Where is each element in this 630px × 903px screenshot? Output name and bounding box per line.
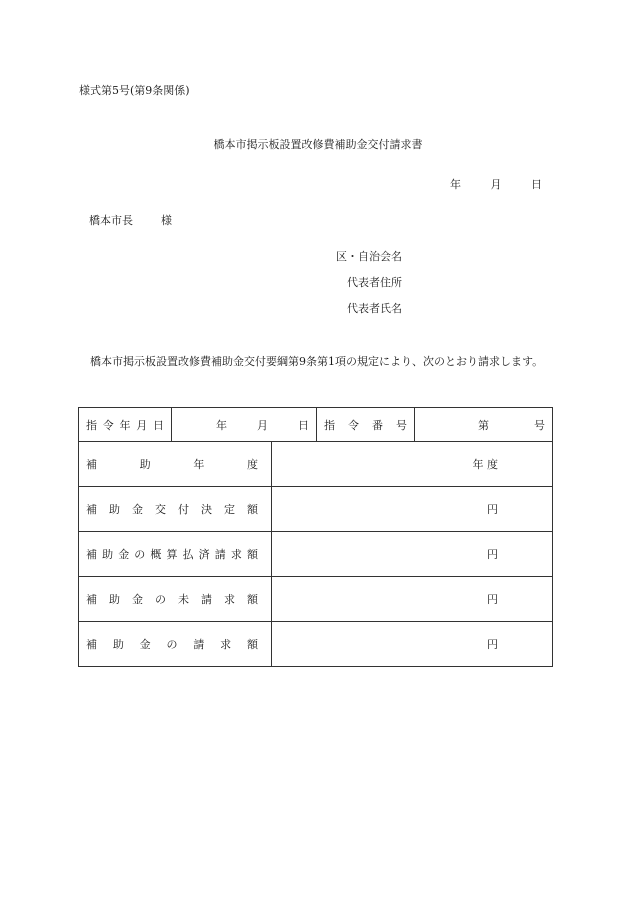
directive-number-prefix: 第 — [478, 418, 489, 432]
label-char: 金 — [139, 638, 151, 651]
applicant-name-label: 代表者氏名 — [347, 302, 402, 315]
request-statement: 橋本市掲示板設置改修費補助金交付要綱第9条第1項の規定により、次のとおり請求します。 — [90, 355, 544, 368]
label-char: 号 — [396, 418, 407, 432]
yen-unit: 円 — [487, 503, 498, 516]
table-row — [79, 532, 553, 577]
label-char: 助 — [139, 458, 151, 471]
table-row — [79, 577, 553, 622]
requested-amount-field[interactable] — [272, 622, 553, 667]
subsidy-year-unit: 年 度 — [472, 458, 498, 471]
yen-unit: 円 — [487, 593, 498, 606]
directive-date-label-cell — [79, 408, 172, 442]
table-row — [79, 487, 553, 532]
label-char: 金 — [118, 548, 130, 561]
estimated-paid-amount-label-cell — [79, 532, 272, 577]
date-month-label: 月 — [490, 178, 502, 191]
label-char: 定 — [224, 503, 235, 516]
label-char: 請 — [201, 593, 212, 606]
applicant-address-label: 代表者住所 — [347, 276, 402, 289]
estimated-paid-amount-field[interactable] — [272, 532, 553, 577]
date-day-label: 日 — [531, 178, 542, 191]
unclaimed-amount-label-cell — [79, 577, 272, 622]
label-char: 決 — [201, 503, 212, 516]
label-char: 算 — [166, 548, 178, 561]
unclaimed-amount-field[interactable] — [272, 577, 553, 622]
directive-month-unit: 月 — [257, 418, 268, 432]
form-number: 様式第5号(第9条関係) — [79, 84, 190, 97]
label-char: 助 — [112, 638, 124, 651]
label-char: 月 — [136, 418, 148, 432]
document-title: 橋本市掲示板設置改修費補助金交付請求書 — [213, 138, 423, 151]
addressee — [89, 212, 172, 228]
label-char: 額 — [247, 503, 258, 516]
label-char: 指 — [86, 418, 97, 432]
label-char: 助 — [109, 593, 120, 606]
requested-amount-label-cell — [79, 622, 272, 667]
request-table — [78, 407, 553, 667]
label-char: 補 — [86, 548, 97, 561]
addressee-honorific: 様 — [161, 214, 172, 227]
label-char: 補 — [86, 503, 97, 516]
label-char: の — [166, 638, 178, 651]
applicant-org-label: 区・自治会名 — [336, 250, 402, 263]
label-char: 助 — [102, 548, 114, 561]
label-char: 額 — [246, 548, 258, 561]
label-char: 払 — [182, 548, 194, 561]
directive-day-unit: 日 — [298, 418, 309, 432]
yen-unit: 円 — [487, 548, 498, 561]
label-char: 額 — [247, 593, 258, 606]
subsidy-year-field[interactable] — [272, 442, 553, 487]
label-char: 番 — [372, 418, 383, 432]
label-char: の — [134, 548, 146, 561]
label-char: 額 — [246, 638, 258, 651]
request-date — [450, 176, 542, 192]
applicant-block — [336, 248, 402, 326]
label-char: 金 — [132, 503, 143, 516]
label-char: 請 — [214, 548, 226, 561]
label-char: 交 — [155, 503, 166, 516]
label-char: 補 — [86, 593, 97, 606]
label-char: 補 — [86, 458, 97, 471]
label-char: 付 — [178, 503, 189, 516]
label-char: 指 — [324, 418, 335, 432]
label-char: 金 — [132, 593, 143, 606]
label-char: 補 — [86, 638, 97, 651]
label-char: 令 — [102, 418, 114, 432]
subsidy-year-label-cell — [79, 442, 272, 487]
table-row — [79, 442, 553, 487]
label-char: 未 — [178, 593, 189, 606]
table-row — [79, 622, 553, 667]
directive-number-field[interactable] — [415, 408, 553, 442]
label-char: 求 — [230, 548, 242, 561]
label-char: 済 — [198, 548, 210, 561]
addressee-name: 橋本市長 — [89, 214, 133, 227]
label-char: 年 — [193, 458, 205, 471]
label-char: 求 — [224, 593, 235, 606]
label-char: 請 — [193, 638, 205, 651]
label-char: 度 — [246, 458, 258, 471]
label-char: 日 — [153, 418, 164, 432]
label-char: 助 — [109, 503, 120, 516]
table-row — [79, 408, 553, 442]
label-char: 概 — [150, 548, 162, 561]
label-char: 令 — [348, 418, 359, 432]
directive-number-label-cell — [317, 408, 415, 442]
yen-unit: 円 — [487, 638, 498, 651]
directive-number-suffix: 号 — [534, 418, 545, 432]
decided-amount-field[interactable] — [272, 487, 553, 532]
label-char: 求 — [220, 638, 232, 651]
decided-amount-label-cell — [79, 487, 272, 532]
label-char: 年 — [119, 418, 131, 432]
directive-date-field[interactable] — [172, 408, 317, 442]
label-char: の — [155, 593, 166, 606]
directive-year-unit: 年 — [216, 418, 227, 432]
date-year-label: 年 — [450, 178, 461, 191]
